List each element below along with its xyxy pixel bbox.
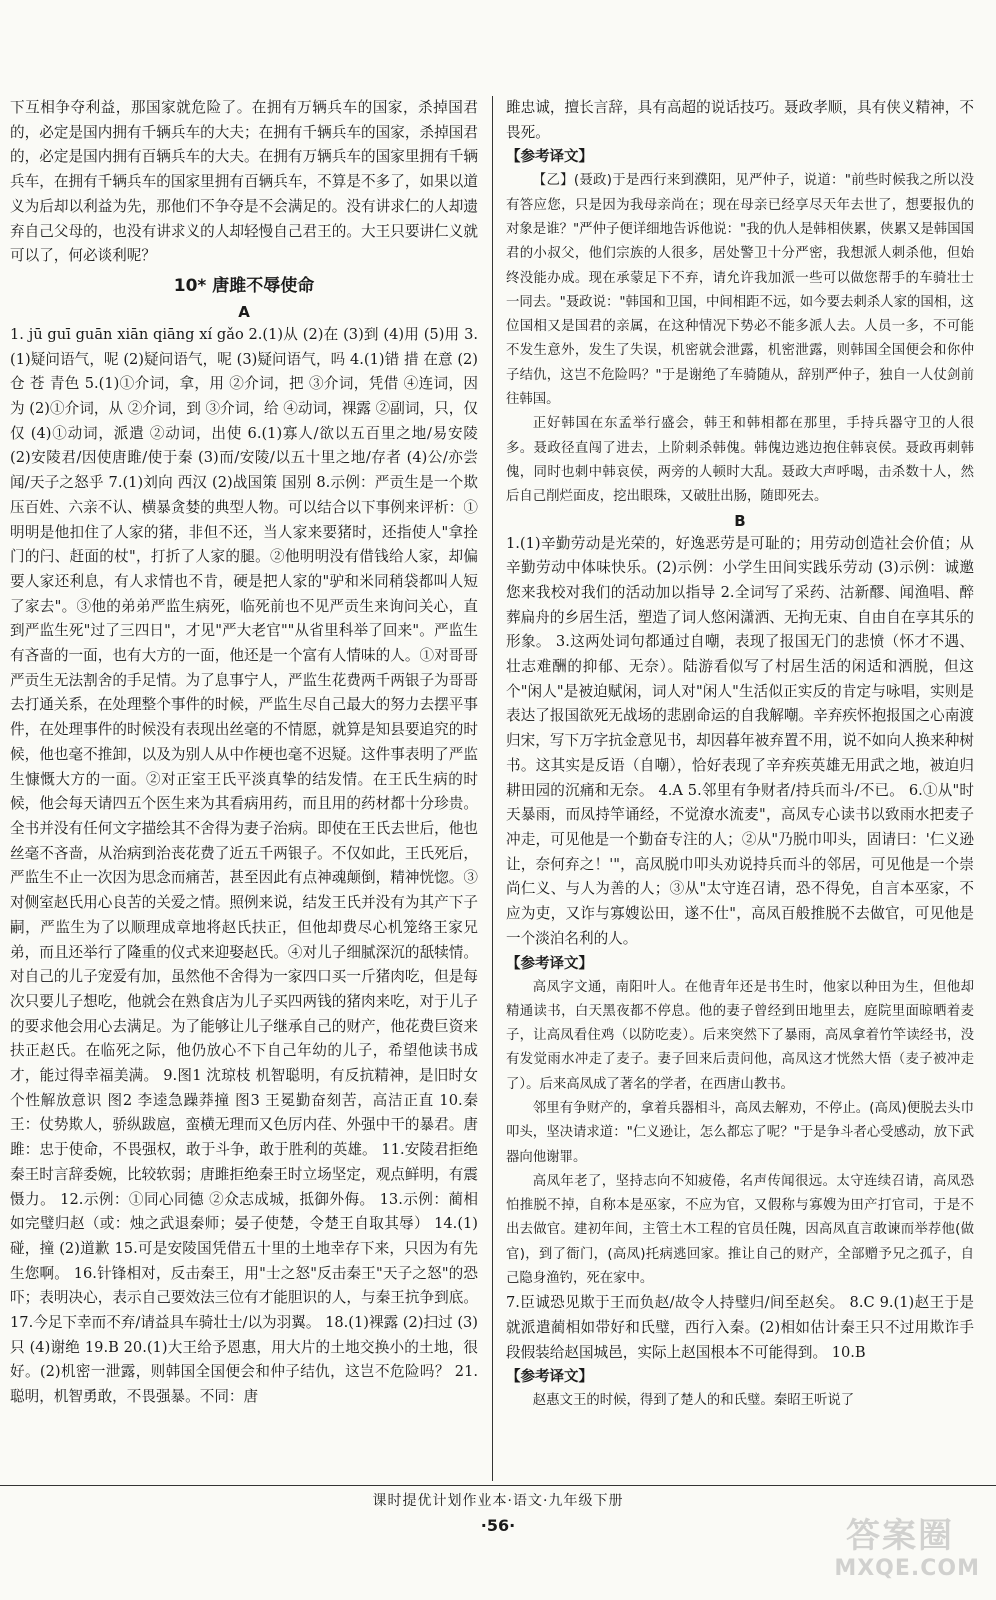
right-column bbox=[506, 96, 974, 1414]
translation-end-paragraph: 下互相争夺利益，那国家就危险了。在拥有万辆兵车的国家，杀掉国君的，必定是国内拥有千辆兵车的大夫；在拥有千辆兵车的国家，杀掉国君的，必定是国内拥有百辆兵车的大夫。在拥有万辆兵车的国家里拥有千辆兵车，在拥有千辆兵车的国家里拥有百辆兵车，不算是不多了，如果以道义为后却以利益为先，那他们不争夺是不会满足的。没有讲求仁的人却遗弃自己父母的，也没有讲求义的人却轻慢自己君王的。大王只要讲仁义就可以了，何必谈利呢？ bbox=[10, 99, 478, 265]
translation-paragraph: 赵惠文王的时候，得到了楚人的和氏璧。秦昭王听说了 bbox=[532, 1393, 855, 1409]
section-a-heading: A bbox=[238, 302, 250, 321]
footer-title: 课时提优计划作业本·语文·九年级下册 bbox=[372, 1493, 624, 1509]
reference-translation-heading: 【参考译文】 bbox=[506, 955, 593, 972]
lesson-title: 10* 唐雎不辱使命 bbox=[173, 275, 315, 296]
reference-translation-heading: 【参考译文】 bbox=[506, 1369, 593, 1386]
watermark-url: MXQE.COM bbox=[834, 1556, 980, 1581]
answer-continuation: 雎忠诚，擅长言辞，具有高超的说话技巧。聂政孝顺，具有侠义精神，不畏死。 bbox=[506, 99, 974, 141]
translation-paragraph: 【乙】(聂政)于是西行来到濮阳，见严仲子，说道："前些时候我之所以没有答应您，只是因为我母亲尚在；现在母亲已经享尽天年去世了，想要报仇的对象是谁？"严仲子便详细地告诉他说："我的仇人是韩相侠累，侠累又是韩国国君的小叔父，他们宗族的人很多，居处警卫十分严密，我想派人刺杀他，但始终没能办成。现在承蒙足下不弃，请允许我加派一些可以做您帮手的车骑壮士一同去。"聂政说："韩国和卫国，中间相距不远，如今要去刺杀人家的国相，这位国相又是国君的亲属，在这种情况下势必不能多派人去。人员一多，不可能不发生意外，发生了失误，机密就会泄露，机密泄露，则韩国全国便会和你仲子结仇，这岂不危险吗？"于是谢绝了车骑随从，辞别严仲子，独自一人仗剑前往韩国。 bbox=[506, 173, 974, 408]
translation-paragraph: 邻里有争财产的，拿着兵器相斗，高凤去解劝，不停止。(高凤)便脱去头巾叩头，坚决请求道："仁义逊让，怎么都忘了呢？"于是争斗者心受感动，放下武器向他谢罪。 bbox=[506, 1101, 974, 1165]
translation-paragraph: 高凤字文通，南阳叶人。在他青年还是书生时，他家以种田为生，但他却精通读书，白天黑夜都不停息。他的妻子曾经到田地里去，庭院里面晾晒着麦子，让高凤看住鸡（以防吃麦）。后来突然下了暴雨，高凤拿着竹竿读经书，没有发觉雨水冲走了麦子。妻子回来后责问他，高凤这才恍然大悟（麦子被冲走了）。后来高凤成了著名的学者，在西唐山教书。 bbox=[506, 979, 974, 1092]
answers-section-b-cont: 7.臣诚恐见欺于王而负赵/故令人持璧归/间至赵矣。 8.C 9.(1)赵王于是就派遣蔺相如带好和氏璧，西行入秦。(2)相如估计秦王只不过用欺诈手段假装给赵国城邑，实际上赵国根本不可能得到。 10.B bbox=[506, 1294, 974, 1361]
answers-section-a: 1. jū guī guān xiān qiāng xí gǎo 2.(1)从 (2)在 (3)到 (4)用 (5)用 3.(1)疑问语气，呢 (2)疑问语气，呢 (3)疑问语气，吗 4.(1)错 措 在意 (2)仓 苍 青色 5.(1)①介词，拿，用 ②介词，把 ③介词，凭借 ④连词，因为 (2)①介词，从 ②介词，到 ③介词，给 ④动词，裸露 ②副词，只，仅仅 (4)①动词，派遣 ②动词，出使 6.(1)寡人/欲以五百里之地/易安陵 (2)安陵君/因使唐雎/使于秦 (3)而/安陵/以五十里之地/存者 (4)公/亦尝闻/天子之怒乎 7.(1)刘向 西汉 (2)战国策 国别 8.示例：严贡生是一个欺压百姓、六亲不认、横暴贪婪的典型人物。可以结合以下事例来评析：①明明是他扣住了人家的猪，非但不还，当人家来要猪时，还指使人"拿拴门的闩、赶面的杖"，打折了人家的腿。②他明明没有借钱给人家，却偏要人家还利息，有人求情也不肯，硬是把人家的"驴和米同稍袋都叫人短了家去"。③他的弟弟严监生病死，临死前也不见严贡生来询问关心，直到严监生死"过了三四日"，才见"严大老官""从省里科举了回来"。严监生有吝啬的一面，也有大方的一面，他还是一个富有人情味的人。①对哥哥严贡生无法割舍的手足情。为了息事宁人，严监生花费两千两银子为哥哥去打通关系，在处理整个事件的时候，严监生尽自己最大的努力去摆平事件，在处理事件的时候没有表现出丝毫的不情愿，就算是知县要追究的时候，他也毫不推卸，以及为别人从中作梗也毫不迟疑。这件事表明了严监生慷慨大方的一面。②对正室王氏平淡真挚的结发情。在王氏生病的时候，他会每天请四五个医生来为其看病用药，而且用的药材都十分珍贵。全书并没有任何文字描绘其不舍得为妻子治病。即使在王氏去世后，他也丝毫不吝啬，从治病到治丧花费了近五千两银子。不仅如此，王氏死后，严监生不止一次因为思念而痛苦，甚至因此有点神魂颠倒，精神恍惚。③对侧室赵氏用心良苦的关爱之情。照例来说，结发王氏并没有为其产下子嗣，严监生为了以顺理成章地将赵氏扶正，但他却费尽心机笼络王家兄弟，而且还举行了隆重的仪式来迎娶赵氏。④对儿子细腻深沉的舐犊情。对自己的儿子宠爱有加，虽然他不舍得为一家四口买一斤猪肉吃，但是每次只要儿子想吃，他就会在熟食店为儿子买四两钱的猪肉来吃，对于儿子的要求他会用心去满足。为了能够让儿子继承自己的财产，他花费巨资来扶正赵氏。在临死之际，他仍放心不下自己年幼的儿子，希望他读书成才，能过得幸福美满。 9.图1 沈琼枝 机智聪明，有反抗精神，是旧时女个性解放意识 图2 李逵急躁莽撞 图3 王冕勤奋刻苦，高洁正直 10.秦王：仗势欺人，骄纵跋扈，蛮横无理而又色厉内荏、外强中干的暴君。唐雎：忠于使命，不畏强权，敢于斗争，敢于胜利的英雄。 11.安陵君拒绝秦王时言辞委婉，比较软弱；唐雎拒绝秦王时立场坚定，观点鲜明，有震慑力。 12.示例：①同心同德 ②众志成城，抵御外侮。 13.示例：蔺相如完璧归赵（或：烛之武退秦师；晏子使楚，令楚王自取其辱） 14.(1)碰，撞 (2)道歉 15.可是安陵国凭借五十里的土地幸存下来，只因为有先生您啊。 16.针锋相对，反击秦王，用"士之怒"反击秦王"天子之怒"的恐吓；表明决心，表示自己要效法三位有才能胆识的人，与秦王抗争到底。 17.今足下幸而不弃/请益具车骑壮士/以为羽翼。 18.(1)裸露 (2)扫过 (3)只 (4)谢绝 19.B 20.(1)大王给予恩惠，用大片的土地交换小的土地，很好。(2)机密一泄露，则韩国全国便会和仲子结仇，这岂不危险吗？ 21.聪明，机智勇敢，不畏强暴。不同：唐 bbox=[10, 325, 478, 1406]
footer-rule bbox=[0, 1485, 996, 1486]
answers-section-b: 1.(1)辛勤劳动是光荣的，好逸恶劳是可耻的；用劳动创造社会价值；从辛勤劳动中体味快乐。(2)示例：小学生田间实践乐劳动 (3)示例：诚邀您来我校对我们的活动加以指导 2.全词写了采药、沽新醪、闻渔唱、醉葬扁舟的乡居生活，塑造了词人悠闲潇洒、无拘无束、自由自在享其乐的形象。 3.这两处词句都通过自嘲，表现了报国无门的悲愤（怀才不遇、壮志难酬的抑郁、无奈）。陆游看似写了村居生活的闲适和洒脱，但这个"闲人"是被迫赋闲，词人对"闲人"生活似正实反的肯定与咏唱，实则是表达了报国欲死无战场的悲剧命运的自我解嘲。辛弃疾怀抱报国之心南渡归宋，写下万字抗金意见书，却因暮年被弃置不用，说不如向人换来种树书。这其实是反语（自嘲），恰好表现了辛弃疾英雄无用武之地，被迫归耕田园的沉痛和无奈。 4.A 5.邻里有争财者/持兵而斗/不已。 6.①从"时天暴雨，而凤持竿诵经，不觉潦水流麦"，高凤专心读书以致雨水把麦子冲走，可见他是一个勤奋专注的人；②从"乃脱巾叩头，固请曰：'仁义逊让，奈何弃之！'"，高凤脱巾叩头劝说持兵而斗的邻居，可见他是一个崇尚仁义、与人为善的人；③从"太守连召请，恐不得免，自言本巫家，不应为吏，又诈与寡嫂讼田，遂不仕"，高凤百般推脱不去做官，可见他是一个淡泊名利的人。 bbox=[506, 534, 974, 947]
column-divider bbox=[492, 96, 493, 1481]
reference-translation-heading: 【参考译文】 bbox=[506, 149, 593, 166]
watermark bbox=[824, 1508, 984, 1588]
translation-paragraph: 高凤年老了，坚持志向不知疲倦，名声传闻很远。太守连续召请，高凤恐怕推脱不掉，自称本是巫家，不应为官，又假称与寡嫂为田产打官司，于是不出去做官。建初年间，主管土木工程的官员任隗，因高凤直言敢谏而举荐他(做官)，到了衙门，(高凤)托病逃回家。推让自己的财产，全部赠予兄之孤子，自己隐身渔钓，死在家中。 bbox=[506, 1173, 974, 1287]
watermark-logo: 答案圈 bbox=[846, 1516, 954, 1556]
section-b-heading: B bbox=[734, 511, 746, 530]
page-number: ·56· bbox=[480, 1516, 516, 1535]
left-column bbox=[10, 96, 478, 1410]
translation-paragraph: 正好韩国在东孟举行盛会，韩王和韩相都在那里，手持兵器守卫的人很多。聂政径直闯了进去，上阶刺杀韩傀。韩傀边逃边抱住韩哀侯。聂政再刺韩傀，同时也刺中韩哀侯，两旁的人顿时大乱。聂政大声呼喝，击杀数十人，然后自己削烂面皮，挖出眼珠，又破肚出肠，随即死去。 bbox=[506, 416, 974, 505]
